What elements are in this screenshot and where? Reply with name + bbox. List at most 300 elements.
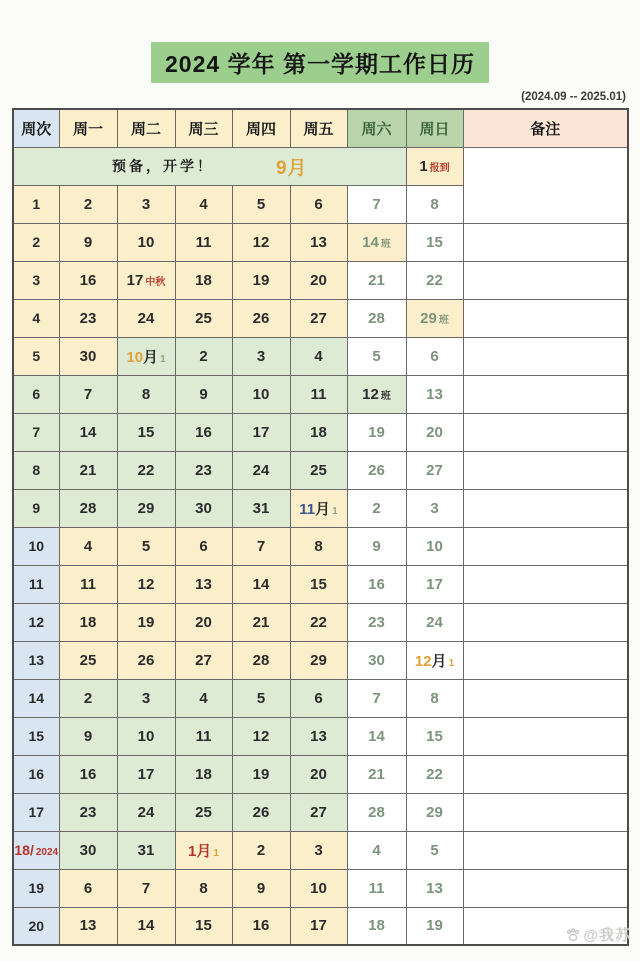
day-cell xyxy=(347,489,406,527)
day-cell xyxy=(290,755,347,793)
note-cell xyxy=(463,603,628,641)
cell-text: 4 xyxy=(32,310,41,326)
cell-text: 14 xyxy=(368,727,385,745)
cell-text: 13 xyxy=(310,233,327,251)
day-cell xyxy=(406,299,463,337)
cell-text: 27 xyxy=(195,651,212,669)
cell-text: 27 xyxy=(310,803,327,821)
note-cell xyxy=(463,299,628,337)
sunday-special-cell xyxy=(406,147,463,185)
day-cell xyxy=(175,869,232,907)
cell-text: 25 xyxy=(195,803,212,821)
cell-text: 21 xyxy=(368,271,385,289)
day-cell xyxy=(117,565,175,603)
cell-text: 15 xyxy=(310,575,327,593)
cell-text: 4 xyxy=(372,841,381,859)
cell-text: 13 xyxy=(310,727,327,745)
day-cell xyxy=(59,641,117,679)
cell-text: 19 xyxy=(252,765,270,783)
week-number-cell xyxy=(13,223,59,261)
day-cell xyxy=(406,337,463,375)
cell-text: 28 xyxy=(252,651,270,669)
cell-text: 29 xyxy=(420,309,437,327)
week-number-cell xyxy=(13,603,59,641)
cell-text: 11 xyxy=(28,576,44,592)
week-number-cell xyxy=(13,261,59,299)
week-number-cell xyxy=(13,565,59,603)
week-number-cell xyxy=(13,717,59,755)
day-cell xyxy=(117,223,175,261)
day-cell xyxy=(59,185,117,223)
day-cell xyxy=(290,565,347,603)
cell-text: 15 xyxy=(28,728,45,744)
cell-text: 9 xyxy=(199,385,208,403)
cell-text: 6 xyxy=(83,879,93,897)
cell-text: 17 xyxy=(137,765,155,783)
cell-text: 16 xyxy=(79,765,97,783)
week-row-7 xyxy=(13,413,628,451)
cell-text: 月 xyxy=(315,500,331,518)
cell-text: 5 xyxy=(141,537,151,555)
cell-text: 12 xyxy=(252,727,270,745)
day-cell xyxy=(59,375,117,413)
cell-text: 31 xyxy=(252,499,270,517)
day-cell xyxy=(406,261,463,299)
cell-text: 14 xyxy=(137,917,155,935)
week-number-cell xyxy=(13,831,59,869)
week-row-13 xyxy=(13,641,628,679)
cell-text: 2 xyxy=(32,234,41,250)
day-cell xyxy=(175,451,232,489)
cell-text: 10 xyxy=(310,879,327,897)
day-cell xyxy=(347,641,406,679)
day-cell xyxy=(59,869,117,907)
date-range: (2024.09 -- 2025.01) xyxy=(521,91,626,103)
week-number-cell xyxy=(13,375,59,413)
day-cell xyxy=(117,451,175,489)
cell-text: 16 xyxy=(79,271,97,289)
cell-text: 8 xyxy=(314,537,323,555)
day-cell xyxy=(406,831,463,869)
week-row-14 xyxy=(13,679,628,717)
cell-text: 26 xyxy=(137,651,155,669)
cell-text: 1 xyxy=(448,657,455,669)
cell-text: 7 xyxy=(32,424,41,440)
day-cell xyxy=(406,603,463,641)
day-cell xyxy=(59,527,117,565)
day-cell xyxy=(406,793,463,831)
watermark xyxy=(565,924,631,945)
day-cell xyxy=(290,717,347,755)
cell-text: 20 xyxy=(28,917,45,934)
day-cell xyxy=(59,299,117,337)
week-number-cell xyxy=(13,299,59,337)
day-cell xyxy=(117,527,175,565)
day-cell xyxy=(232,261,290,299)
cell-text: 22 xyxy=(310,613,327,631)
cell-text: 7 xyxy=(141,879,151,897)
cell-text: 3 xyxy=(32,272,41,288)
week-row-6 xyxy=(13,375,628,413)
note-cell xyxy=(463,793,628,831)
day-cell xyxy=(59,717,117,755)
day-cell xyxy=(290,489,347,527)
note-cell xyxy=(463,641,628,679)
cell-text: 3 xyxy=(141,195,151,213)
cell-text: 17 xyxy=(310,917,327,935)
cell-text: 中秋 xyxy=(145,276,166,288)
cell-text: 报到 xyxy=(429,162,450,174)
day-cell xyxy=(59,223,117,261)
day-cell xyxy=(406,223,463,261)
day-cell xyxy=(347,413,406,451)
day-cell xyxy=(232,299,290,337)
day-cell xyxy=(117,185,175,223)
cell-text: 3 xyxy=(141,689,151,707)
week-number-cell xyxy=(13,527,59,565)
week-row-9 xyxy=(13,489,628,527)
note-cell xyxy=(463,261,628,299)
cell-text: 18 xyxy=(310,423,327,441)
day-cell xyxy=(406,869,463,907)
cell-text: 11 xyxy=(195,727,212,745)
day-cell xyxy=(59,831,117,869)
day-cell xyxy=(347,261,406,299)
cell-text: 5 xyxy=(32,348,41,364)
day-cell xyxy=(406,451,463,489)
cell-text: 月 xyxy=(143,348,159,366)
week-number-cell xyxy=(13,489,59,527)
day-cell xyxy=(175,907,232,945)
day-cell xyxy=(232,679,290,717)
week-number-cell xyxy=(13,755,59,793)
day-cell xyxy=(290,261,347,299)
day-cell xyxy=(232,413,290,451)
cell-text: 14 xyxy=(252,575,270,593)
day-cell xyxy=(290,869,347,907)
cell-text: 6 xyxy=(199,537,208,555)
cell-text: 18 xyxy=(195,271,212,289)
cell-text: 2024 xyxy=(35,847,59,858)
cell-text: 15 xyxy=(195,917,212,935)
day-cell xyxy=(175,375,232,413)
day-cell xyxy=(232,831,290,869)
cell-text: 2 xyxy=(83,195,93,213)
cell-text: 30 xyxy=(195,499,212,517)
day-cell xyxy=(347,717,406,755)
cell-text: 11 xyxy=(310,385,327,403)
cell-text: 14 xyxy=(79,423,97,441)
day-cell xyxy=(117,413,175,451)
day-cell xyxy=(290,375,347,413)
cell-text: 10 xyxy=(137,727,155,745)
cell-text: 2 xyxy=(256,841,266,859)
cell-text: 26 xyxy=(252,309,270,327)
cell-text: 6 xyxy=(430,347,439,365)
header-col-7: 周日 xyxy=(406,109,463,147)
day-cell xyxy=(175,261,232,299)
day-cell xyxy=(406,489,463,527)
week-row-17 xyxy=(13,793,628,831)
note-cell xyxy=(463,337,628,375)
day-cell xyxy=(290,185,347,223)
day-cell xyxy=(347,831,406,869)
cell-text: 13 xyxy=(79,917,97,935)
day-cell xyxy=(290,413,347,451)
day-cell xyxy=(175,489,232,527)
cell-text: 23 xyxy=(79,309,97,327)
header-col-1: 周一 xyxy=(59,109,117,147)
note-cell xyxy=(463,679,628,717)
cell-text: 10 xyxy=(137,233,155,251)
day-cell xyxy=(347,223,406,261)
cell-text: 4 xyxy=(199,195,208,213)
day-cell xyxy=(232,337,290,375)
cell-text: 27 xyxy=(310,309,327,327)
day-cell xyxy=(117,755,175,793)
day-cell xyxy=(290,679,347,717)
day-cell xyxy=(175,641,232,679)
day-cell xyxy=(347,907,406,945)
cell-text: 9 xyxy=(83,233,93,251)
day-cell xyxy=(175,413,232,451)
day-cell xyxy=(59,603,117,641)
cell-text: 23 xyxy=(195,461,212,479)
day-cell xyxy=(406,717,463,755)
cell-text: 30 xyxy=(79,347,97,365)
cell-text: 2 xyxy=(372,499,381,517)
cell-text: 12 xyxy=(362,385,379,403)
cell-text: 20 xyxy=(310,271,327,289)
week-number-cell xyxy=(13,337,59,375)
week-number-cell xyxy=(13,451,59,489)
week-number-cell xyxy=(13,869,59,907)
cell-text: 7 xyxy=(83,385,93,403)
cell-text: 9 xyxy=(372,537,381,555)
week-row-20 xyxy=(13,907,628,945)
cell-text: 17 xyxy=(426,575,443,593)
watermark-label: @我苏 xyxy=(583,927,631,944)
day-cell xyxy=(347,603,406,641)
cell-text: 16 xyxy=(252,917,270,935)
cell-text: 9 xyxy=(256,879,266,897)
header-col-4: 周四 xyxy=(232,109,290,147)
day-cell xyxy=(59,489,117,527)
week-number-cell xyxy=(13,641,59,679)
day-cell xyxy=(290,527,347,565)
cell-text: 5 xyxy=(430,841,439,859)
cell-text: 15 xyxy=(426,233,443,251)
week-row-4 xyxy=(13,299,628,337)
cell-text: 12 xyxy=(414,652,432,670)
cell-text: 25 xyxy=(79,651,97,669)
day-cell xyxy=(347,527,406,565)
week-row-3 xyxy=(13,261,628,299)
cell-text: 班 xyxy=(438,314,449,326)
day-cell xyxy=(347,869,406,907)
cell-text: 28 xyxy=(79,499,97,517)
cell-text: 31 xyxy=(137,841,155,859)
day-cell xyxy=(290,299,347,337)
cell-text: 9 xyxy=(83,727,93,745)
day-cell xyxy=(347,185,406,223)
cell-text: 2 xyxy=(83,689,93,707)
cell-text: 8 xyxy=(32,462,41,478)
note-cell xyxy=(463,413,628,451)
day-cell xyxy=(290,451,347,489)
cell-text: 16 xyxy=(368,575,385,593)
note-cell xyxy=(463,223,628,261)
cell-text: 4 xyxy=(83,537,93,555)
cell-text: 29 xyxy=(310,651,327,669)
day-cell xyxy=(232,185,290,223)
cell-text: 26 xyxy=(252,803,270,821)
day-cell xyxy=(59,413,117,451)
cell-text: 17 xyxy=(252,423,270,441)
day-cell xyxy=(232,869,290,907)
day-cell xyxy=(232,375,290,413)
day-cell xyxy=(117,717,175,755)
week-row-16 xyxy=(13,755,628,793)
cell-text: 10 xyxy=(126,348,144,366)
day-cell xyxy=(59,793,117,831)
note-cell xyxy=(463,831,628,869)
cell-text: 18 xyxy=(368,917,385,935)
day-cell xyxy=(290,907,347,945)
day-cell xyxy=(175,565,232,603)
week-number-cell xyxy=(13,793,59,831)
cell-text: 20 xyxy=(426,423,443,441)
day-cell xyxy=(406,907,463,945)
day-cell xyxy=(117,337,175,375)
cell-text: 14 xyxy=(28,690,45,706)
cell-text: 23 xyxy=(368,613,385,631)
day-cell xyxy=(347,451,406,489)
cell-text: 14 xyxy=(362,233,379,251)
day-cell xyxy=(406,375,463,413)
cell-text: 13 xyxy=(195,575,212,593)
cell-text: 17 xyxy=(126,271,144,289)
cell-text: 10 xyxy=(252,385,270,403)
cell-text: 28 xyxy=(368,309,385,327)
day-cell xyxy=(175,185,232,223)
day-cell xyxy=(406,679,463,717)
day-cell xyxy=(406,527,463,565)
cell-text: 24 xyxy=(252,461,270,479)
header-col-2: 周二 xyxy=(117,109,175,147)
cell-text: 4 xyxy=(314,347,323,365)
week-row-2 xyxy=(13,223,628,261)
cell-text: 9 xyxy=(32,500,41,516)
day-cell xyxy=(406,641,463,679)
note-cell xyxy=(463,755,628,793)
cell-text: 30 xyxy=(368,651,385,669)
day-cell xyxy=(59,337,117,375)
banner-label: 预备，开学！ xyxy=(111,158,214,174)
cell-text: 11 xyxy=(368,879,385,897)
header-col-5: 周五 xyxy=(290,109,347,147)
cell-text: 24 xyxy=(426,613,443,631)
cell-text: 28 xyxy=(368,803,385,821)
cell-text: 17 xyxy=(28,804,45,820)
cell-text: 16 xyxy=(195,423,212,441)
cell-text: 6 xyxy=(314,689,323,707)
cell-text: 22 xyxy=(426,765,443,783)
cell-text: 22 xyxy=(137,461,155,479)
cell-text: 4 xyxy=(199,689,208,707)
day-cell xyxy=(232,641,290,679)
cell-text: 13 xyxy=(426,879,443,897)
week-row-15 xyxy=(13,717,628,755)
cell-text: 13 xyxy=(426,385,443,403)
cell-text: 1 xyxy=(213,847,219,859)
day-cell xyxy=(347,755,406,793)
day-cell xyxy=(347,375,406,413)
day-cell xyxy=(347,565,406,603)
day-cell xyxy=(175,717,232,755)
cell-text: 19 xyxy=(28,880,45,896)
cell-text: 班 xyxy=(380,390,391,402)
week-row-10 xyxy=(13,527,628,565)
week-row-5 xyxy=(13,337,628,375)
day-cell xyxy=(406,185,463,223)
cell-text: 20 xyxy=(195,613,212,631)
cell-text: 3 xyxy=(430,499,439,517)
cell-text: 11 xyxy=(299,500,316,518)
cell-text: 12 xyxy=(28,614,45,630)
cell-text: 10 xyxy=(426,537,443,555)
day-cell xyxy=(117,679,175,717)
cell-text: 11 xyxy=(195,233,212,251)
cell-text: 1 xyxy=(160,353,166,365)
day-cell xyxy=(59,755,117,793)
cell-text: 29 xyxy=(426,803,443,821)
day-cell xyxy=(175,337,232,375)
day-cell xyxy=(406,413,463,451)
header-col-3: 周三 xyxy=(175,109,232,147)
day-cell xyxy=(232,907,290,945)
cell-text: 19 xyxy=(137,613,155,631)
cell-text: 12 xyxy=(137,575,155,593)
day-cell xyxy=(232,603,290,641)
note-cell xyxy=(463,869,628,907)
week-row-18 xyxy=(13,831,628,869)
cell-text: 6 xyxy=(32,386,41,402)
note-cell xyxy=(463,527,628,565)
day-cell xyxy=(59,261,117,299)
day-cell xyxy=(117,641,175,679)
cell-text: 25 xyxy=(310,461,327,479)
day-cell xyxy=(232,223,290,261)
day-cell xyxy=(117,375,175,413)
cell-text: 班 xyxy=(380,238,391,250)
cell-text: 27 xyxy=(426,461,443,479)
cell-text: 22 xyxy=(426,271,443,289)
note-cell xyxy=(463,451,628,489)
paw-icon xyxy=(565,927,581,943)
week-row-19 xyxy=(13,869,628,907)
cell-text: 20 xyxy=(310,765,327,783)
day-cell xyxy=(290,641,347,679)
cell-text: 24 xyxy=(137,309,155,327)
day-cell xyxy=(406,755,463,793)
note-cell xyxy=(463,375,628,413)
cell-text: 29 xyxy=(137,499,155,517)
day-cell xyxy=(232,565,290,603)
cell-text: 3 xyxy=(256,347,266,365)
week-row-11 xyxy=(13,565,628,603)
page-title: 2024 学年 第一学期工作日历 xyxy=(151,42,489,83)
